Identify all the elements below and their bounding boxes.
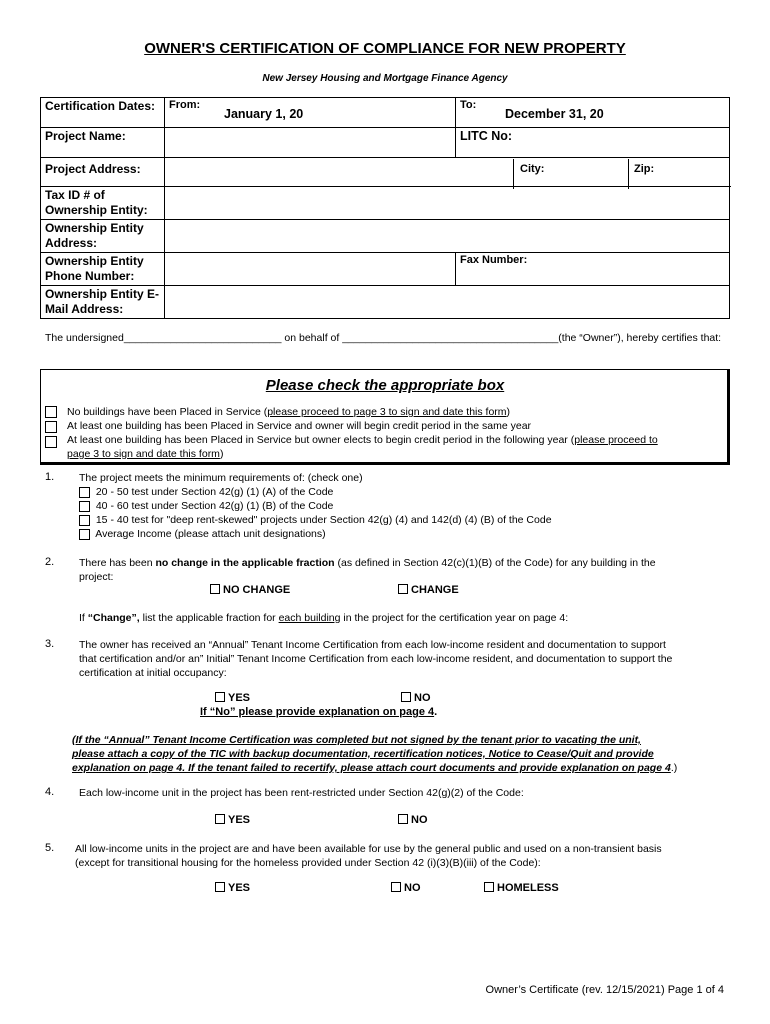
min-req-option[interactable]: Average Income (please attach unit designations) [79, 527, 729, 541]
checkbox-icon[interactable] [79, 501, 90, 512]
rent-no-option[interactable]: NO [398, 814, 428, 826]
homeless-option[interactable]: HOMELESS [484, 882, 559, 894]
checkbox-icon[interactable] [215, 692, 225, 702]
cert-dates-label: Certification Dates: [41, 98, 165, 128]
litc-label[interactable]: LITC No: [456, 128, 730, 158]
option-following-year-cont: page 3 to sign and date this form) [67, 448, 224, 460]
tic-no-option[interactable]: NO [401, 692, 431, 704]
from-label: From: [169, 99, 201, 111]
min-req-option[interactable]: 15 - 40 test for "deep rent-skewed" projects under Section 42(g) (4) and 142(d) (4) (B) of the Code [79, 513, 729, 527]
item-2-text: There has been no change in the applicable fraction (as defined in Section 42(c)(1)(B) of the Code) for any building in the project: [79, 557, 656, 583]
no-change-option[interactable]: NO CHANGE [210, 584, 290, 596]
project-name-field[interactable] [165, 128, 456, 158]
behalf-text: on behalf of [284, 332, 340, 344]
item-1-text: The project meets the minimum requirements of: (check one) [79, 472, 363, 484]
option-same-year: At least one building has been Placed in Service and owner will begin credit period in the same year [67, 420, 532, 432]
item-4-number: 4. [45, 786, 55, 798]
checkbox-same-year[interactable] [45, 421, 57, 433]
checkbox-icon[interactable] [79, 487, 90, 498]
public-yes-option[interactable]: YES [215, 882, 250, 894]
checkbox-no-buildings[interactable] [45, 406, 57, 418]
undersigned-text: The undersigned [45, 332, 124, 344]
to-value: December 31, 20 [505, 107, 604, 121]
owner-blank[interactable]: _____________________________________ [342, 332, 559, 344]
from-value: January 1, 20 [224, 107, 304, 121]
checkbox-icon[interactable] [484, 882, 494, 892]
project-address-label: Project Address: [41, 158, 165, 187]
undersigned-blank[interactable]: ___________________________ [123, 332, 282, 344]
checkbox-icon[interactable] [215, 882, 225, 892]
to-label: To: [460, 99, 477, 111]
checkbox-icon[interactable] [79, 515, 90, 526]
project-name-label: Project Name: [41, 128, 165, 158]
tax-id-label: Tax ID # of Ownership Entity: [41, 187, 165, 220]
item-4-text: Each low-income unit in the project has been rent-restricted under Section 42(g)(2) of the Code: [79, 787, 524, 799]
entity-address-label: Ownership Entity Address: [41, 220, 165, 253]
tic-note: (If the “Annual” Tenant Income Certification was completed but not signed by the tenant prior to vacating the unit, please attach a copy of the TIC with backup documentation, recertification notices, Notice to Cease/Quit and provide explanation on page 4. If the tenant failed to recertify, please attach court documents and provide explanation on page 4.) [72, 734, 678, 774]
checkbox-icon[interactable] [398, 584, 408, 594]
checkbox-icon[interactable] [401, 692, 411, 702]
if-no-note: If “No” please provide explanation on page 4. [200, 706, 438, 718]
page-footer: Owner’s Certificate (rev. 12/15/2021) Page 1 of 4 [485, 984, 724, 996]
tic-yes-option[interactable]: YES [215, 692, 250, 704]
entity-email-label: Ownership Entity E-Mail Address: [41, 286, 165, 319]
check-box-title: Please check the appropriate box [265, 377, 505, 394]
city-label: City: [520, 163, 545, 175]
entity-address-field[interactable] [165, 220, 730, 253]
tax-id-field[interactable] [165, 187, 730, 220]
city-divider [513, 159, 514, 189]
form-title: OWNER'S CERTIFICATION OF COMPLIANCE FOR NEW PROPERTY [144, 40, 626, 57]
owner-text: (the “Owner”), hereby certifies that: [558, 332, 722, 344]
fax-field[interactable] [456, 253, 730, 286]
entity-phone-field[interactable] [165, 253, 456, 286]
item-5-number: 5. [45, 842, 55, 854]
item-3-text: The owner has received an “Annual” Tenant Income Certification from each low-income resident and documentation to support that certification and/or an” Initial” Tenant Income Certification from each low-income resident, and documentation to support the certification at initial occupancy: [79, 639, 673, 679]
if-change-text: If “Change”, list the applicable fraction for each building in the project for the certification year on page 4: [79, 612, 569, 624]
checkbox-following-year[interactable] [45, 436, 57, 448]
item-2-number: 2. [45, 556, 55, 568]
checkbox-icon[interactable] [391, 882, 401, 892]
checkbox-icon[interactable] [398, 814, 408, 824]
agency-name: New Jersey Housing and Mortgage Finance Agency [262, 73, 508, 84]
checkbox-icon[interactable] [79, 529, 90, 540]
public-no-option[interactable]: NO [391, 882, 421, 894]
to-field[interactable] [456, 98, 730, 128]
item-5-text: All low-income units in the project are and have been available for use by the general public and used on a non-transient basis (except for transitional housing for the homeless provided under Section 42 (i)(3)(B)(iii) of the Code): [75, 843, 662, 869]
fax-label: Fax Number: [460, 254, 528, 266]
min-req-option[interactable]: 40 - 60 test under Section 42(g) (1) (B) of the Code [79, 499, 729, 513]
project-info-table [40, 97, 730, 319]
entity-email-field[interactable] [165, 286, 730, 319]
item-3-number: 3. [45, 638, 55, 650]
zip-divider [628, 159, 629, 189]
option-no-buildings: No buildings have been Placed in Service (please proceed to page 3 to sign and date this form) [67, 406, 511, 418]
checkbox-icon[interactable] [210, 584, 220, 594]
from-field[interactable] [165, 98, 456, 128]
min-req-option[interactable]: 20 - 50 test under Section 42(g) (1) (A) of the Code [79, 485, 729, 499]
option-following-year: At least one building has been Placed in Service but owner elects to begin credit period in the following year (please proceed to [67, 434, 658, 446]
item-1-number: 1. [45, 471, 55, 483]
zip-label: Zip: [634, 163, 655, 175]
checkbox-icon[interactable] [215, 814, 225, 824]
rent-yes-option[interactable]: YES [215, 814, 250, 826]
undersigned-statement [45, 332, 735, 344]
item-1-options [79, 485, 729, 541]
entity-phone-label: Ownership Entity Phone Number: [41, 253, 165, 286]
change-option[interactable]: CHANGE [398, 584, 459, 596]
